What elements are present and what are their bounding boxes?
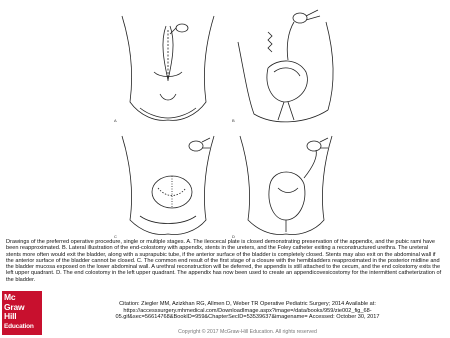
panel-c-drawing	[122, 136, 214, 234]
panel-d-drawing	[240, 136, 332, 234]
surgical-illustration-figure	[110, 2, 342, 252]
citation-line-1: Citation: Ziegler MM, Azizkhan RG, Allmen D, Weber TR Operative Pediatric Surgery; 2014 Available at:	[119, 301, 376, 307]
panel-label-c: C	[114, 234, 117, 239]
panel-label-b: B	[232, 118, 235, 123]
mcgraw-hill-education-logo	[2, 291, 42, 335]
citation-line-2[interactable]: https://accesssurgery.mhmedical.com/DownloadImage.aspx?image=/data/books/959/zie002_fig_68-	[123, 307, 372, 314]
logo-line: Hill	[4, 311, 17, 321]
logo-line: Mc	[4, 292, 16, 302]
panel-label-a: A	[114, 118, 117, 123]
citation-line-3[interactable]: 05.gif&sec=56614768&BookID=959&ChapterSecID=53539637&imagename= Accessed: October 30, 2017	[115, 314, 380, 321]
logo-line: Education	[4, 322, 34, 330]
illustration-drawings	[110, 2, 342, 237]
panel-a-drawing	[122, 16, 214, 120]
figure-caption: Drawings of the preferred operative procedure, single or multiple stages. A. The ileocecal plate is closed demonstrating preservation of the appendix, and the pubic rami have been reapproximated. B. Lateral illustration of the end-colostomy with appendix, stents in the ureters, and the Foley catheter exiting a reconstructured urethra. The ureteral stents more often would exit the bladder, along with a suprapubic tube, if the anterior surface of the bladder is completely closed. Stents may also exit on the abdominal wall if the anterior surface of the bladder cannot be closed. C. The common end result of the first stage of a closure with the hemibladders reapproximated in the posterior midline and the bladder mucosa exposed on the lower abdominal wall. A urethral reconstruction will be deferred, the appendix is still attached to the cecum, and the end colostomy exits the left upper quadrant. D. The end colostomy in the left upper quadrant. The appendix has now been used to create an appendicovesicostomy for the intermittent catheterization of the bladder.	[6, 239, 442, 283]
citation-block	[50, 301, 445, 321]
panel-b-drawing	[238, 10, 333, 122]
panel-label-d: D	[232, 234, 235, 239]
logo-line: Graw	[4, 301, 25, 312]
copyright-notice: Copyright © 2017 McGraw-Hill Education. All rights reserved	[178, 329, 317, 335]
